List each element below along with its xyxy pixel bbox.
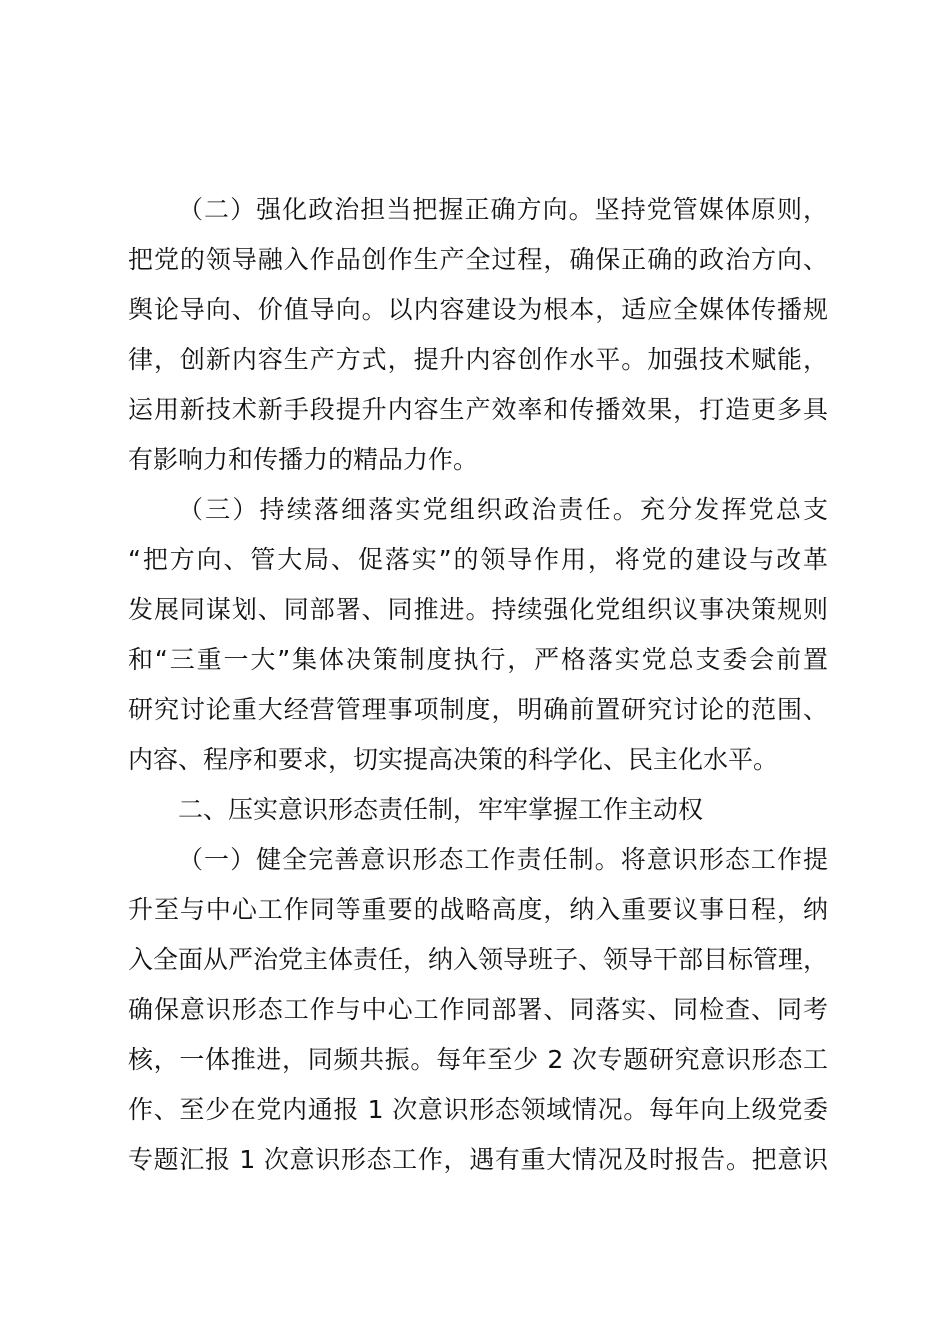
paragraph-line: 专题汇报 1 次意识形态工作，遇有重大情况及时报告。把意识 — [128, 1145, 828, 1174]
paragraph-line: “把方向、管大局、促落实”的领导作用，将党的建设与改革 — [128, 545, 828, 574]
paragraph-line: （一）健全完善意识形态工作责任制。将意识形态工作提 — [178, 845, 828, 874]
paragraph-line: （三）持续落细落实党组织政治责任。充分发挥党总支 — [178, 495, 828, 524]
paragraph-line: 入全面从严治党主体责任，纳入领导班子、领导干部目标管理， — [128, 945, 829, 974]
paragraph-line: 确保意识形态工作与中心工作同部署、同落实、同检查、同考 — [128, 995, 828, 1024]
paragraph-line: 有影响力和传播力的精品力作。 — [128, 445, 479, 474]
paragraph-line: 律，创新内容生产方式，提升内容创作水平。加强技术赋能， — [128, 345, 828, 374]
section-heading: 二、压实意识形态责任制，牢牢掌握工作主动权 — [178, 795, 704, 824]
paragraph-line: 内容、程序和要求，切实提高决策的科学化、民主化水平。 — [128, 745, 779, 774]
document-body — [128, 185, 828, 1185]
paragraph-line: 研究讨论重大经营管理事项制度，明确前置研究讨论的范围、 — [128, 695, 828, 724]
paragraph-line: （二）强化政治担当把握正确方向。坚持党管媒体原则， — [178, 195, 828, 224]
paragraph-line: 和“三重一大”集体决策制度执行，严格落实党总支委会前置 — [128, 645, 828, 674]
paragraph-line: 作、至少在党内通报 1 次意识形态领域情况。每年向上级党委 — [128, 1095, 828, 1124]
paragraph-line: 运用新技术新手段提升内容生产效率和传播效果，打造更多具 — [128, 395, 828, 424]
paragraph-line: 核，一体推进，同频共振。每年至少 2 次专题研究意识形态工 — [128, 1045, 828, 1074]
paragraph-line: 发展同谋划、同部署、同推进。持续强化党组织议事决策规则 — [128, 595, 828, 624]
paragraph-line: 舆论导向、价值导向。以内容建设为根本，适应全媒体传播规 — [128, 295, 828, 324]
paragraph-line: 把党的领导融入作品创作生产全过程，确保正确的政治方向、 — [128, 245, 828, 274]
paragraph-line: 升至与中心工作同等重要的战略高度，纳入重要议事日程，纳 — [128, 895, 828, 924]
